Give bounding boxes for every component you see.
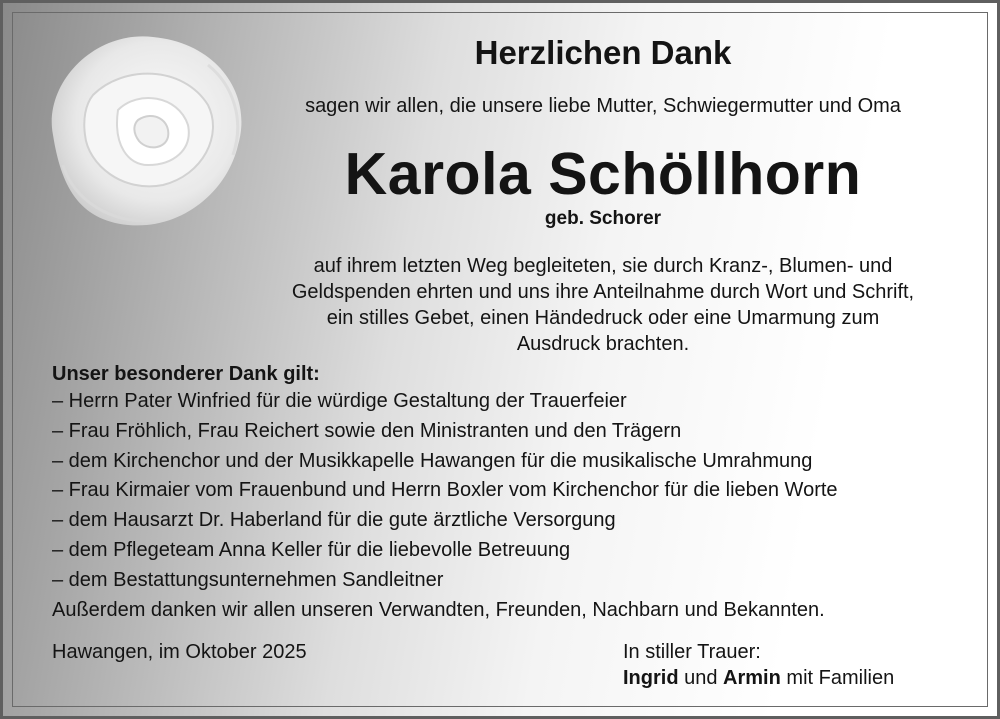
mourner-name: Armin bbox=[723, 667, 781, 689]
mourner-name: Ingrid bbox=[623, 667, 679, 689]
rose-image bbox=[33, 25, 258, 240]
thanks-paragraph bbox=[233, 253, 973, 357]
deceased-name: Karola Schöllhorn bbox=[344, 141, 862, 207]
list-item: – dem Pflegeteam Anna Keller für die liebevolle Betreuung bbox=[52, 538, 571, 561]
paragraph-line: Geldspenden ehrten und uns ihre Anteilnahme durch Wort und Schrift, bbox=[291, 281, 915, 303]
list-item: – dem Bestattungsunternehmen Sandleitner bbox=[52, 568, 444, 591]
closing-text: Außerdem danken wir allen unseren Verwandten, Freunden, Nachbarn und Bekannten. bbox=[52, 599, 825, 621]
heading: Herzlichen Dank bbox=[474, 34, 732, 71]
list-item: – dem Hausarzt Dr. Haberland für die gute ärztliche Versorgung bbox=[52, 509, 616, 532]
mourners-names bbox=[623, 665, 894, 691]
paragraph-line: auf ihrem letzten Weg begleiteten, sie durch Kranz-, Blumen- und bbox=[313, 255, 893, 277]
special-thanks-list bbox=[52, 387, 838, 596]
place-date: Hawangen, im Oktober 2025 bbox=[52, 641, 307, 663]
list-item: – Frau Kirmaier vom Frauenbund und Herrn Boxler vom Kirchenchor für die lieben Worte bbox=[52, 479, 838, 502]
special-thanks-heading: Unser besonderer Dank gilt: bbox=[52, 363, 320, 385]
conjunction: und bbox=[684, 667, 718, 689]
paragraph-line: ein stilles Gebet, einen Händedruck oder eine Umarmung zum bbox=[326, 307, 880, 329]
mourners-label: In stiller Trauer: bbox=[623, 641, 761, 663]
mourners-suffix: mit Familien bbox=[786, 667, 895, 689]
paragraph-line: Ausdruck brachten. bbox=[516, 333, 690, 355]
list-item: – Frau Fröhlich, Frau Reichert sowie den Ministranten und den Trägern bbox=[52, 419, 682, 442]
maiden-name: geb. Schorer bbox=[544, 208, 662, 229]
list-item: – dem Kirchenchor und der Musikkapelle Hawangen für die musikalische Umrahmung bbox=[52, 449, 813, 472]
list-item: – Herrn Pater Winfried für die würdige Gestaltung der Trauerfeier bbox=[52, 390, 627, 412]
intro-text: sagen wir allen, die unsere liebe Mutter, Schwiegermutter und Oma bbox=[305, 95, 901, 117]
